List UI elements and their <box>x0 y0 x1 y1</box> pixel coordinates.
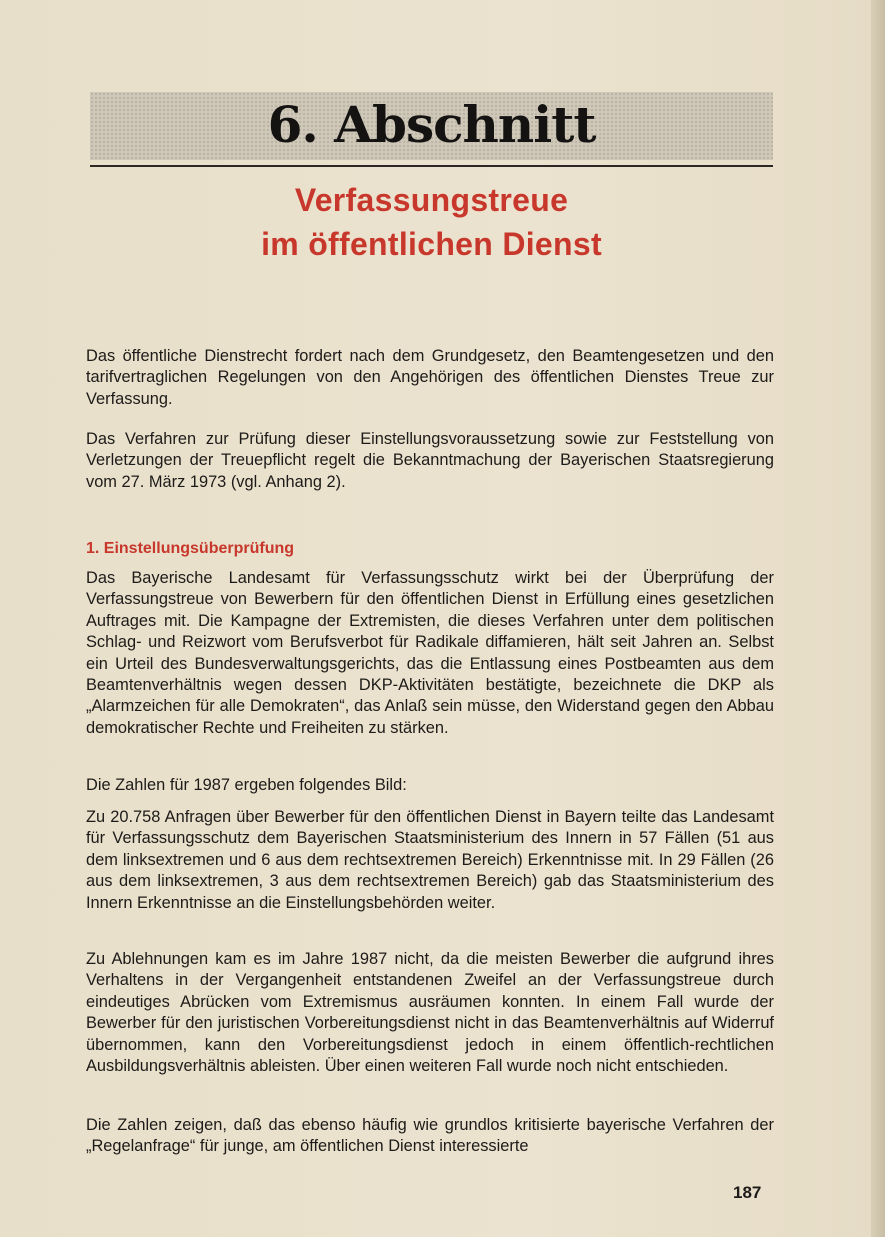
section-paragraph-2: Die Zahlen für 1987 ergeben folgendes Bild: <box>86 776 407 794</box>
chapter-subtitle-line2: im öffentlichen Dienst <box>261 226 602 262</box>
section-paragraph-3: Zu 20.758 Anfragen über Bewerber für den öffentlichen Dienst in Bayern teilte das Landesamt für Verfassungsschutz dem Bayerischen Staatsministerium des Innern in 57 Fällen (51 aus dem linksextremen und 6 aus dem rechtsextremen Bereich) Erkenntnisse mit. In 29 Fällen (26 aus dem linksextremen, 3 aus dem rechtsextremen Bereich) gab das Staatsministerium des Innern Erkenntnisse an die Einstellungsbehörden weiter. <box>86 808 774 912</box>
page-number: 187 <box>733 1183 762 1202</box>
section-paragraph-1: Das Bayerische Landesamt für Verfassungsschutz wirkt bei der Überprüfung der Verfassungstreue von Bewerbern für den öffentlichen Dienst in Erfüllung eines gesetzlichen Auftrages mit. Die Kampagne der Extremisten, die dieses Verfahren unter dem politischen Schlag- und Reizwort vom Berufsverbot für Radikale diffamieren, hält seit Jahren an. Selbst ein Urteil des Bundesverwaltungsgerichts, das die Entlassung eines Postbeamten aus dem Beamtenverhältnis wegen dessen DKP-Aktivitäten bestätigte, bezeichnete die DKP als „Alarmzeichen für alle Demokraten“, das Anlaß sein müsse, den Widerstand gegen den Abbau demokratischer Rechte und Freiheiten zu stärken. <box>86 569 774 737</box>
intro-paragraph-2: Das Verfahren zur Prüfung dieser Einstellungsvoraussetzung sowie zur Feststellung von Verletzungen der Treuepflicht regelt die Bekanntmachung der Bayerischen Staatsregierung vom 27. März 1973 (vgl. Anhang 2). <box>86 430 774 491</box>
section-paragraph-4: Zu Ablehnungen kam es im Jahre 1987 nicht, da die meisten Bewerber die aufgrund ihres Verhaltens in der Vergangenheit entstandenen Zweifel an der Verfassungstreue durch eindeutiges Abrücken vom Extremismus ausräumen konnten. In einem Fall wurde der Bewerber für den juristischen Vorbereitungsdienst nicht in das Beamtenverhältnis auf Widerruf übernommen, kann den Vorbereitungsdienst jedoch in einem öffentlich-rechtlichen Ausbildungsverhältnis ableisten. Über einen weiteren Fall wurde noch nicht entschieden. <box>86 950 774 1076</box>
section-heading: 1. Einstellungsüberprüfung <box>86 540 295 557</box>
chapter-subtitle-line1: Verfassungstreue <box>294 182 569 218</box>
banner-title: 6. Abschnitt <box>267 95 596 154</box>
section-banner <box>90 92 773 160</box>
intro-paragraph-1: Das öffentliche Dienstrecht fordert nach dem Grundgesetz, den Beamtengesetzen und den tarifvertraglichen Regelungen von den Angehörigen des öffentlichen Dienstes Treue zur Verfassung. <box>86 347 774 408</box>
section-paragraph-5: Die Zahlen zeigen, daß das ebenso häufig wie grundlos kritisierte bayerische Verfahren der „Regelanfrage“ für junge, am öffentlichen Dienst interessierte <box>86 1116 774 1156</box>
page-edge-shadow <box>871 0 885 1237</box>
header-rule <box>90 165 773 167</box>
